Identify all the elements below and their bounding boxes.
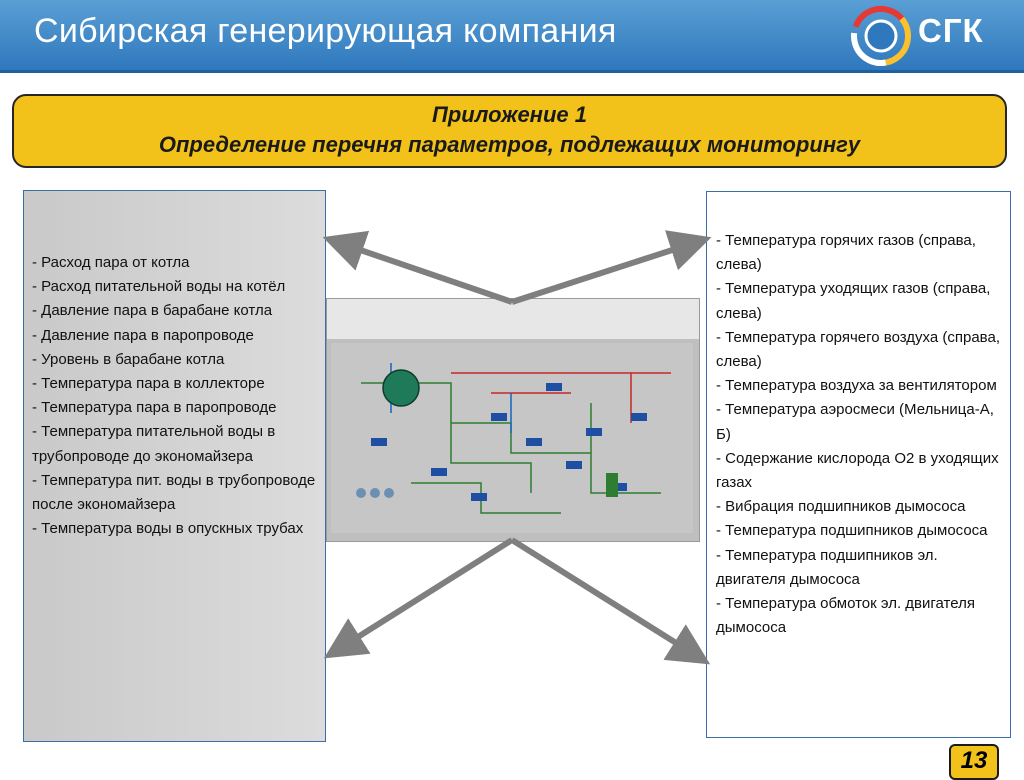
list-item: - Температура питательной воды в трубопроводе до экономайзера — [32, 423, 276, 465]
banner-subtitle: Определение перечня параметров, подлежащих мониторингу — [158, 132, 861, 157]
list-item: - Расход питательной воды на котёл — [32, 278, 286, 296]
header-title: Сибирская генерирующая компания — [34, 12, 617, 50]
scada-mnemonic-diagram — [331, 343, 693, 533]
list-item: - Температура горячего воздуха (справа, слева) — [716, 328, 1000, 371]
list-item: - Давление пара в паропроводе — [32, 326, 254, 344]
arrow-line — [334, 241, 512, 302]
list-item: - Давление пара в барабане котла — [32, 302, 273, 320]
list-item: - Температура подшипников эл. двигателя дымососа — [716, 546, 938, 588]
list-item: - Температура воздуха за вентилятором — [716, 377, 997, 395]
gas-air-parameters-list — [716, 229, 1006, 640]
list-item: - Температура пара в коллекторе — [32, 375, 265, 393]
list-item: - Содержание кислорода О2 в уходящих газах — [716, 449, 999, 492]
list-item: - Температура подшипников дымососа — [716, 522, 988, 540]
company-logo-icon — [850, 5, 912, 67]
boiler-parameters-list — [32, 251, 322, 541]
list-item: - Температура пит. воды в трубопроводе после экономайзера — [32, 471, 316, 514]
list-item: - Температура воды в опускных трубах — [32, 520, 304, 538]
arrow-line — [334, 540, 512, 652]
list-item: - Температура горячих газов (справа, слева) — [716, 232, 976, 274]
page-number: 13 — [949, 744, 999, 780]
scada-toolbar — [327, 299, 699, 339]
arrow-line — [512, 540, 700, 658]
scada-mnemonic-screenshot — [326, 298, 700, 542]
gas-air-parameters-box — [706, 191, 1011, 738]
list-item: - Температура обмоток эл. двигателя дымососа — [716, 595, 975, 637]
arrow-line — [512, 241, 700, 302]
logo-text: СГК — [918, 12, 984, 49]
banner-title: Приложение 1 — [432, 102, 587, 127]
list-item: - Уровень в барабане котла — [32, 350, 225, 368]
list-item: - Температура пара в паропроводе — [32, 399, 277, 417]
list-item: - Температура уходящих газов (справа, слева) — [716, 280, 991, 322]
list-item: - Температура аэросмеси (Мельница-А, Б) — [716, 401, 994, 443]
list-item: - Расход пара от котла — [32, 254, 190, 271]
list-item: - Вибрация подшипников дымососа — [716, 498, 966, 516]
appendix-banner — [12, 94, 1007, 168]
boiler-parameters-box — [23, 190, 326, 742]
header-bar — [0, 0, 1024, 73]
